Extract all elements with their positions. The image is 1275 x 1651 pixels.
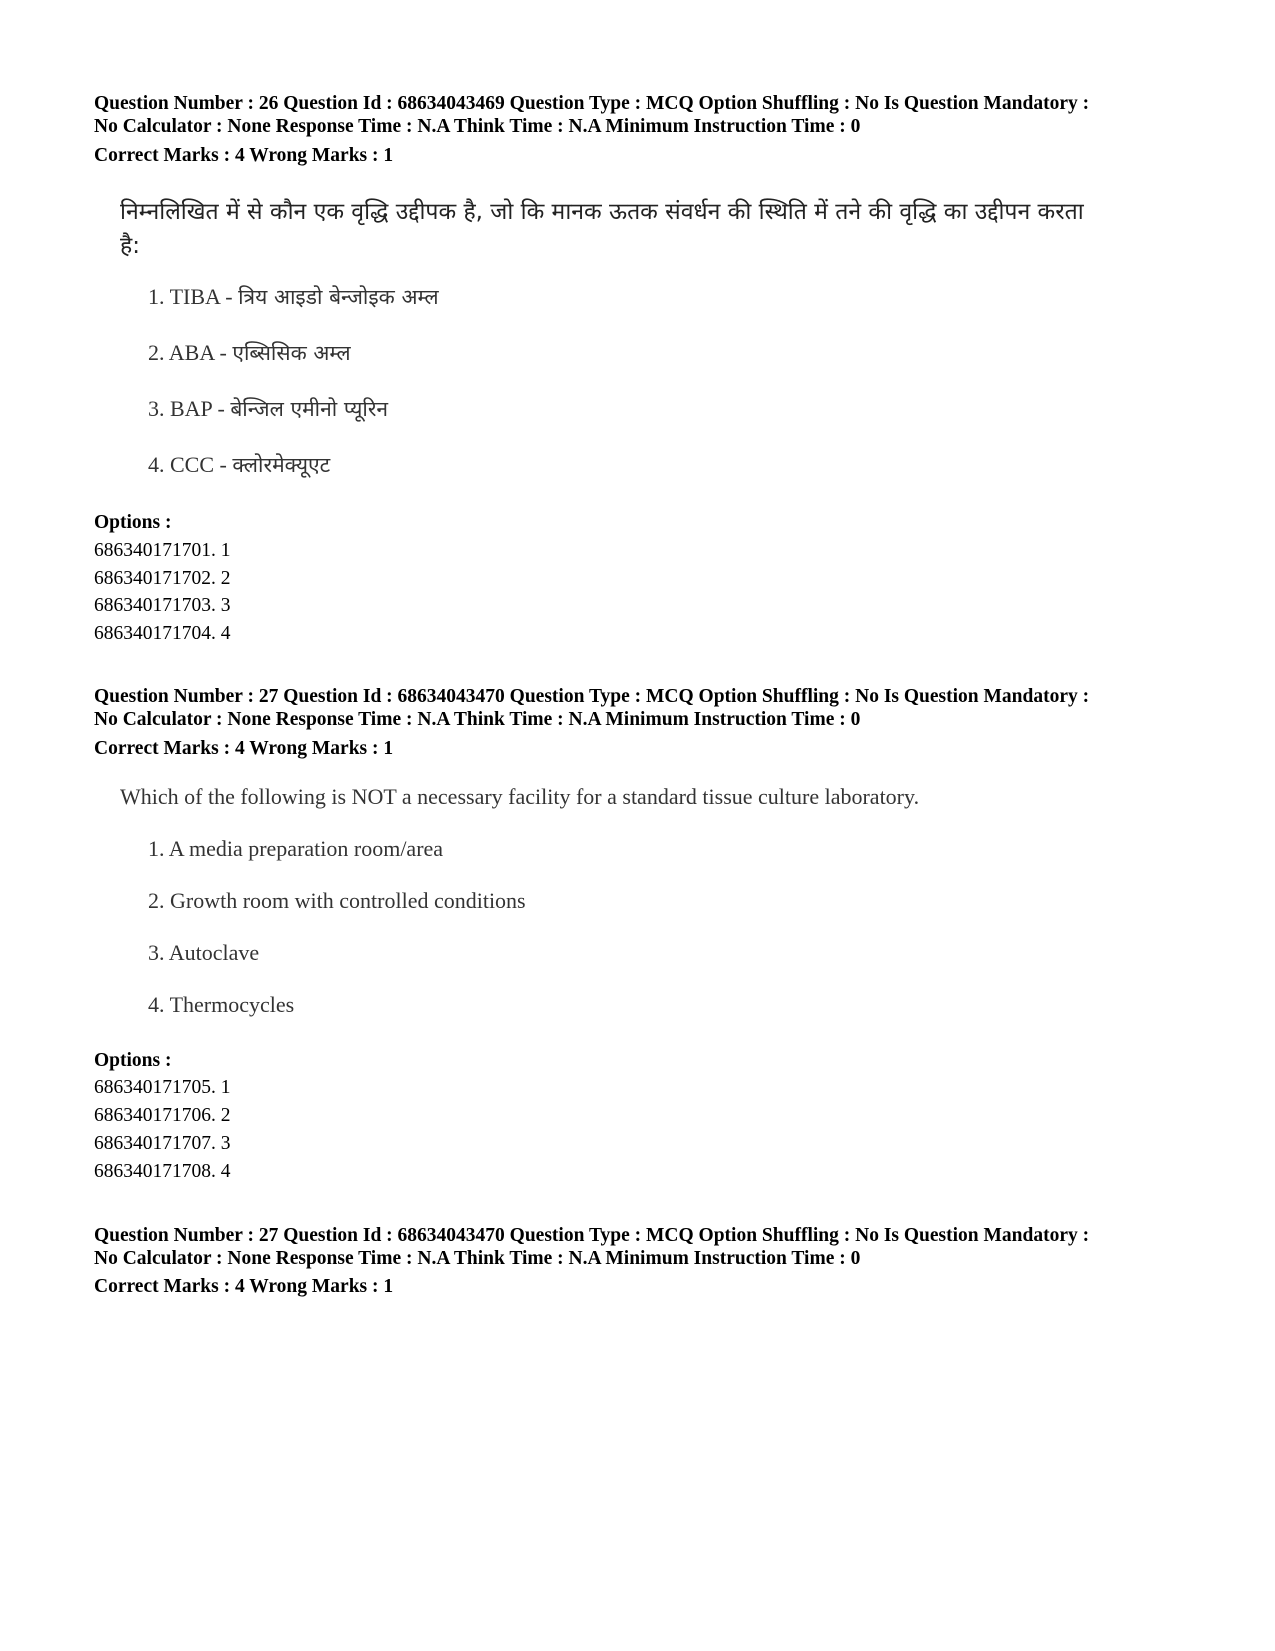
choice-1: 1. A media preparation room/area [148, 836, 444, 861]
option-id-4: 686340171704. 4 [94, 623, 231, 644]
question-meta-line-1: Question Number : 27 Question Id : 68634043470 Question Type : MCQ Option Shuffling : No Is Question Mandatory : [94, 686, 1090, 707]
question-meta-line-1: Question Number : 27 Question Id : 68634043470 Question Type : MCQ Option Shuffling : No Is Question Mandatory : [94, 1225, 1090, 1246]
choice-code: ABA - [168, 340, 227, 365]
question-27-repeat-header [94, 1224, 1224, 1270]
choice-number: 2. [148, 340, 165, 365]
choice-4: 4. Thermocycles [148, 992, 295, 1017]
question-text-line-2: है: [120, 233, 140, 259]
option-id-3: 686340171703. 3 [94, 595, 231, 616]
question-marks: Correct Marks : 4 Wrong Marks : 1 [94, 738, 394, 759]
choice-number: 3. [148, 396, 165, 421]
question-meta-line-2: No Calculator : None Response Time : N.A Think Time : N.A Minimum Instruction Time : 0 [94, 116, 861, 137]
choice-1 [148, 283, 439, 311]
question-marks: Correct Marks : 4 Wrong Marks : 1 [94, 1276, 394, 1297]
option-id-1: 686340171701. 1 [94, 540, 231, 561]
option-id-2: 686340171702. 2 [94, 568, 231, 589]
choice-2 [148, 339, 351, 367]
question-26-header [94, 92, 1224, 138]
option-id-2: 686340171706. 2 [94, 1105, 231, 1126]
options-heading: Options : [94, 512, 172, 533]
choice-label: एब्सिसिक अम्ल [232, 341, 351, 365]
question-marks: Correct Marks : 4 Wrong Marks : 1 [94, 145, 394, 166]
choice-3 [148, 395, 388, 423]
question-meta-line-1: Question Number : 26 Question Id : 68634043469 Question Type : MCQ Option Shuffling : No Is Question Mandatory : [94, 93, 1090, 114]
choice-number: 1. [148, 284, 165, 309]
option-id-3: 686340171707. 3 [94, 1133, 231, 1154]
choice-label: क्लोरमेक्यूएट [232, 453, 331, 477]
choice-number: 4. [148, 452, 165, 477]
question-meta-line-2: No Calculator : None Response Time : N.A Think Time : N.A Minimum Instruction Time : 0 [94, 709, 861, 730]
option-id-4: 686340171708. 4 [94, 1161, 231, 1182]
option-id-1: 686340171705. 1 [94, 1077, 231, 1098]
options-heading: Options : [94, 1050, 172, 1071]
question-text-line-1: निम्नलिखित में से कौन एक वृद्धि उद्दीपक है, जो कि मानक ऊतक संवर्धन की स्थिति में तने की वृद्धि का उद्दीपन करता [120, 199, 1084, 225]
choice-code: BAP - [170, 396, 225, 421]
choice-label: त्रिय आइडो बेन्जोइक अम्ल [238, 285, 439, 309]
choice-label: बेन्जिल एमीनो प्यूरिन [230, 397, 389, 421]
question-26-text [120, 195, 1170, 263]
choice-code: CCC - [170, 452, 227, 477]
question-27-header [94, 685, 1224, 731]
choice-3: 3. Autoclave [148, 940, 260, 965]
choice-code: TIBA - [169, 284, 233, 309]
choice-2: 2. Growth room with controlled conditions [148, 888, 526, 913]
question-meta-line-2: No Calculator : None Response Time : N.A Think Time : N.A Minimum Instruction Time : 0 [94, 1248, 861, 1269]
choice-4 [148, 451, 330, 479]
question-27-text: Which of the following is NOT a necessary facility for a standard tissue culture laboratory. [120, 784, 920, 809]
